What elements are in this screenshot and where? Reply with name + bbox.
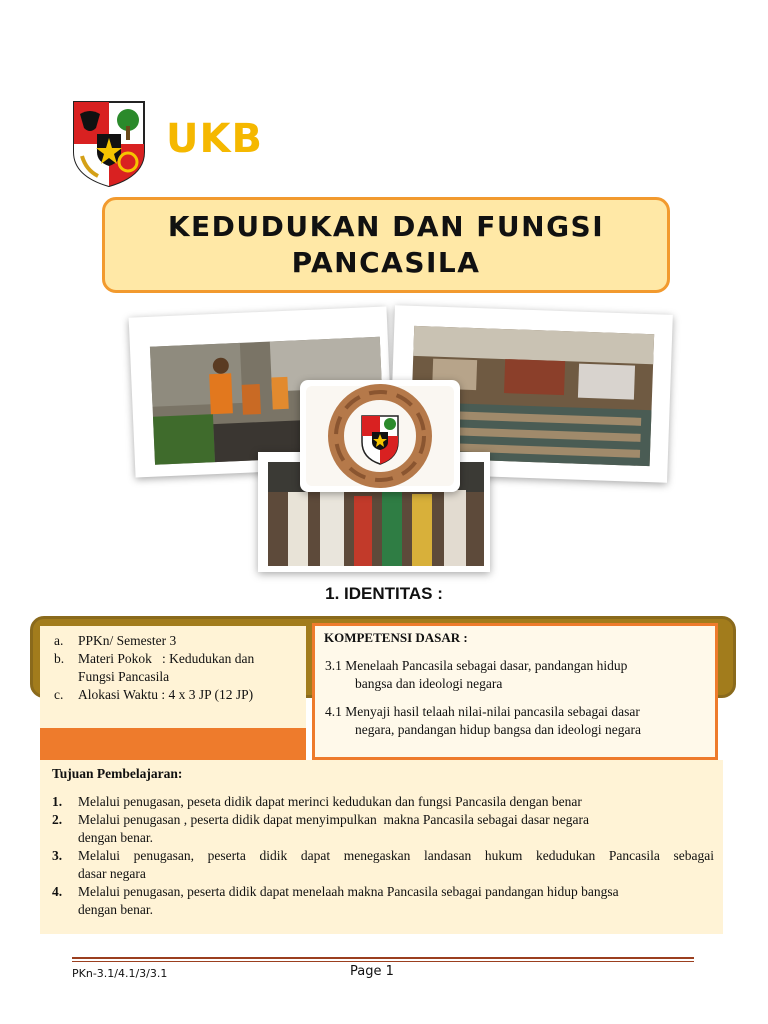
list-marker: b.	[54, 651, 65, 666]
garuda-shield-emblem	[72, 100, 146, 188]
kompetensi-line: 4.1 Menyaji hasil telaah nilai-nilai pancasila sebagai dasar	[325, 704, 640, 719]
identity-list	[54, 632, 304, 704]
footer-rule-thin	[72, 961, 694, 962]
kompetensi-item-4-1	[325, 703, 705, 739]
list-line: dengan benar.	[78, 902, 153, 917]
list-line: Melalui penugasan , peserta didik dapat menyimpulkan makna Pancasila sebagai dasar negara	[78, 812, 589, 827]
list-item	[54, 632, 304, 650]
list-marker: a.	[54, 633, 64, 648]
photo-hands-emblem	[300, 380, 460, 492]
list-item	[54, 668, 304, 686]
list-marker	[54, 668, 78, 686]
list-text: Alokasi Waktu : 4 x 3 JP (12 JP)	[78, 687, 254, 702]
document-title-banner	[102, 197, 670, 293]
list-text: Fungsi Pancasila	[78, 669, 170, 684]
list-line: Melalui penugasan, peserta didik dapat menegaskan landasan hukum kedudukan Pancasila sebagai	[78, 848, 714, 863]
list-line: Melalui penugasan, peseta didik dapat merinci kedudukan dan fungsi Pancasila dengan benar	[78, 794, 582, 809]
list-text	[78, 883, 714, 919]
list-number: 2.	[52, 812, 63, 827]
list-item	[52, 811, 714, 847]
document-title-line2: PANCASILA	[291, 246, 481, 279]
tujuan-title: Tujuan Pembelajaran:	[52, 766, 183, 781]
list-number: 4.	[52, 884, 63, 899]
tujuan-list	[52, 793, 714, 919]
list-text	[78, 793, 714, 811]
kompetensi-line: bangsa dan ideologi negara	[355, 676, 503, 691]
list-number: 3.	[52, 848, 63, 863]
list-item	[52, 793, 714, 811]
document-title-line1: KEDUDUKAN DAN FUNGSI	[167, 210, 605, 243]
kompetensi-item-3-1	[325, 657, 705, 693]
list-item	[54, 650, 304, 668]
list-text	[78, 847, 714, 883]
list-marker: c.	[54, 687, 64, 702]
brand-title: UKB	[166, 116, 263, 162]
kompetensi-line: negara, pandangan hidup bangsa dan ideologi negara	[355, 722, 642, 737]
list-item	[54, 686, 304, 704]
list-text: PPKn/ Semester 3	[78, 633, 177, 648]
list-line: Melalui penugasan, peserta didik dapat menelaah makna Pancasila sebagai pandangan hidup bangsa	[78, 884, 619, 899]
list-text	[78, 811, 714, 847]
list-text: Materi Pokok : Kedudukan dan	[78, 651, 255, 666]
footer-rule	[72, 957, 694, 959]
kompetensi-title: KOMPETENSI DASAR :	[324, 630, 468, 645]
kompetensi-line: 3.1 Menelaah Pancasila sebagai dasar, pandangan hidup	[325, 658, 628, 673]
list-line: dasar negara	[78, 866, 146, 881]
list-line: dengan benar.	[78, 830, 153, 845]
identity-accent-bar	[40, 728, 306, 760]
footer-document-code: PKn-3.1/4.1/3/3.1	[72, 967, 168, 980]
list-item	[52, 847, 714, 883]
list-number: 1.	[52, 794, 63, 809]
list-item	[52, 883, 714, 919]
footer-page-number: Page 1	[350, 964, 394, 979]
section-heading-identitas: 1. IDENTITAS :	[325, 584, 443, 603]
